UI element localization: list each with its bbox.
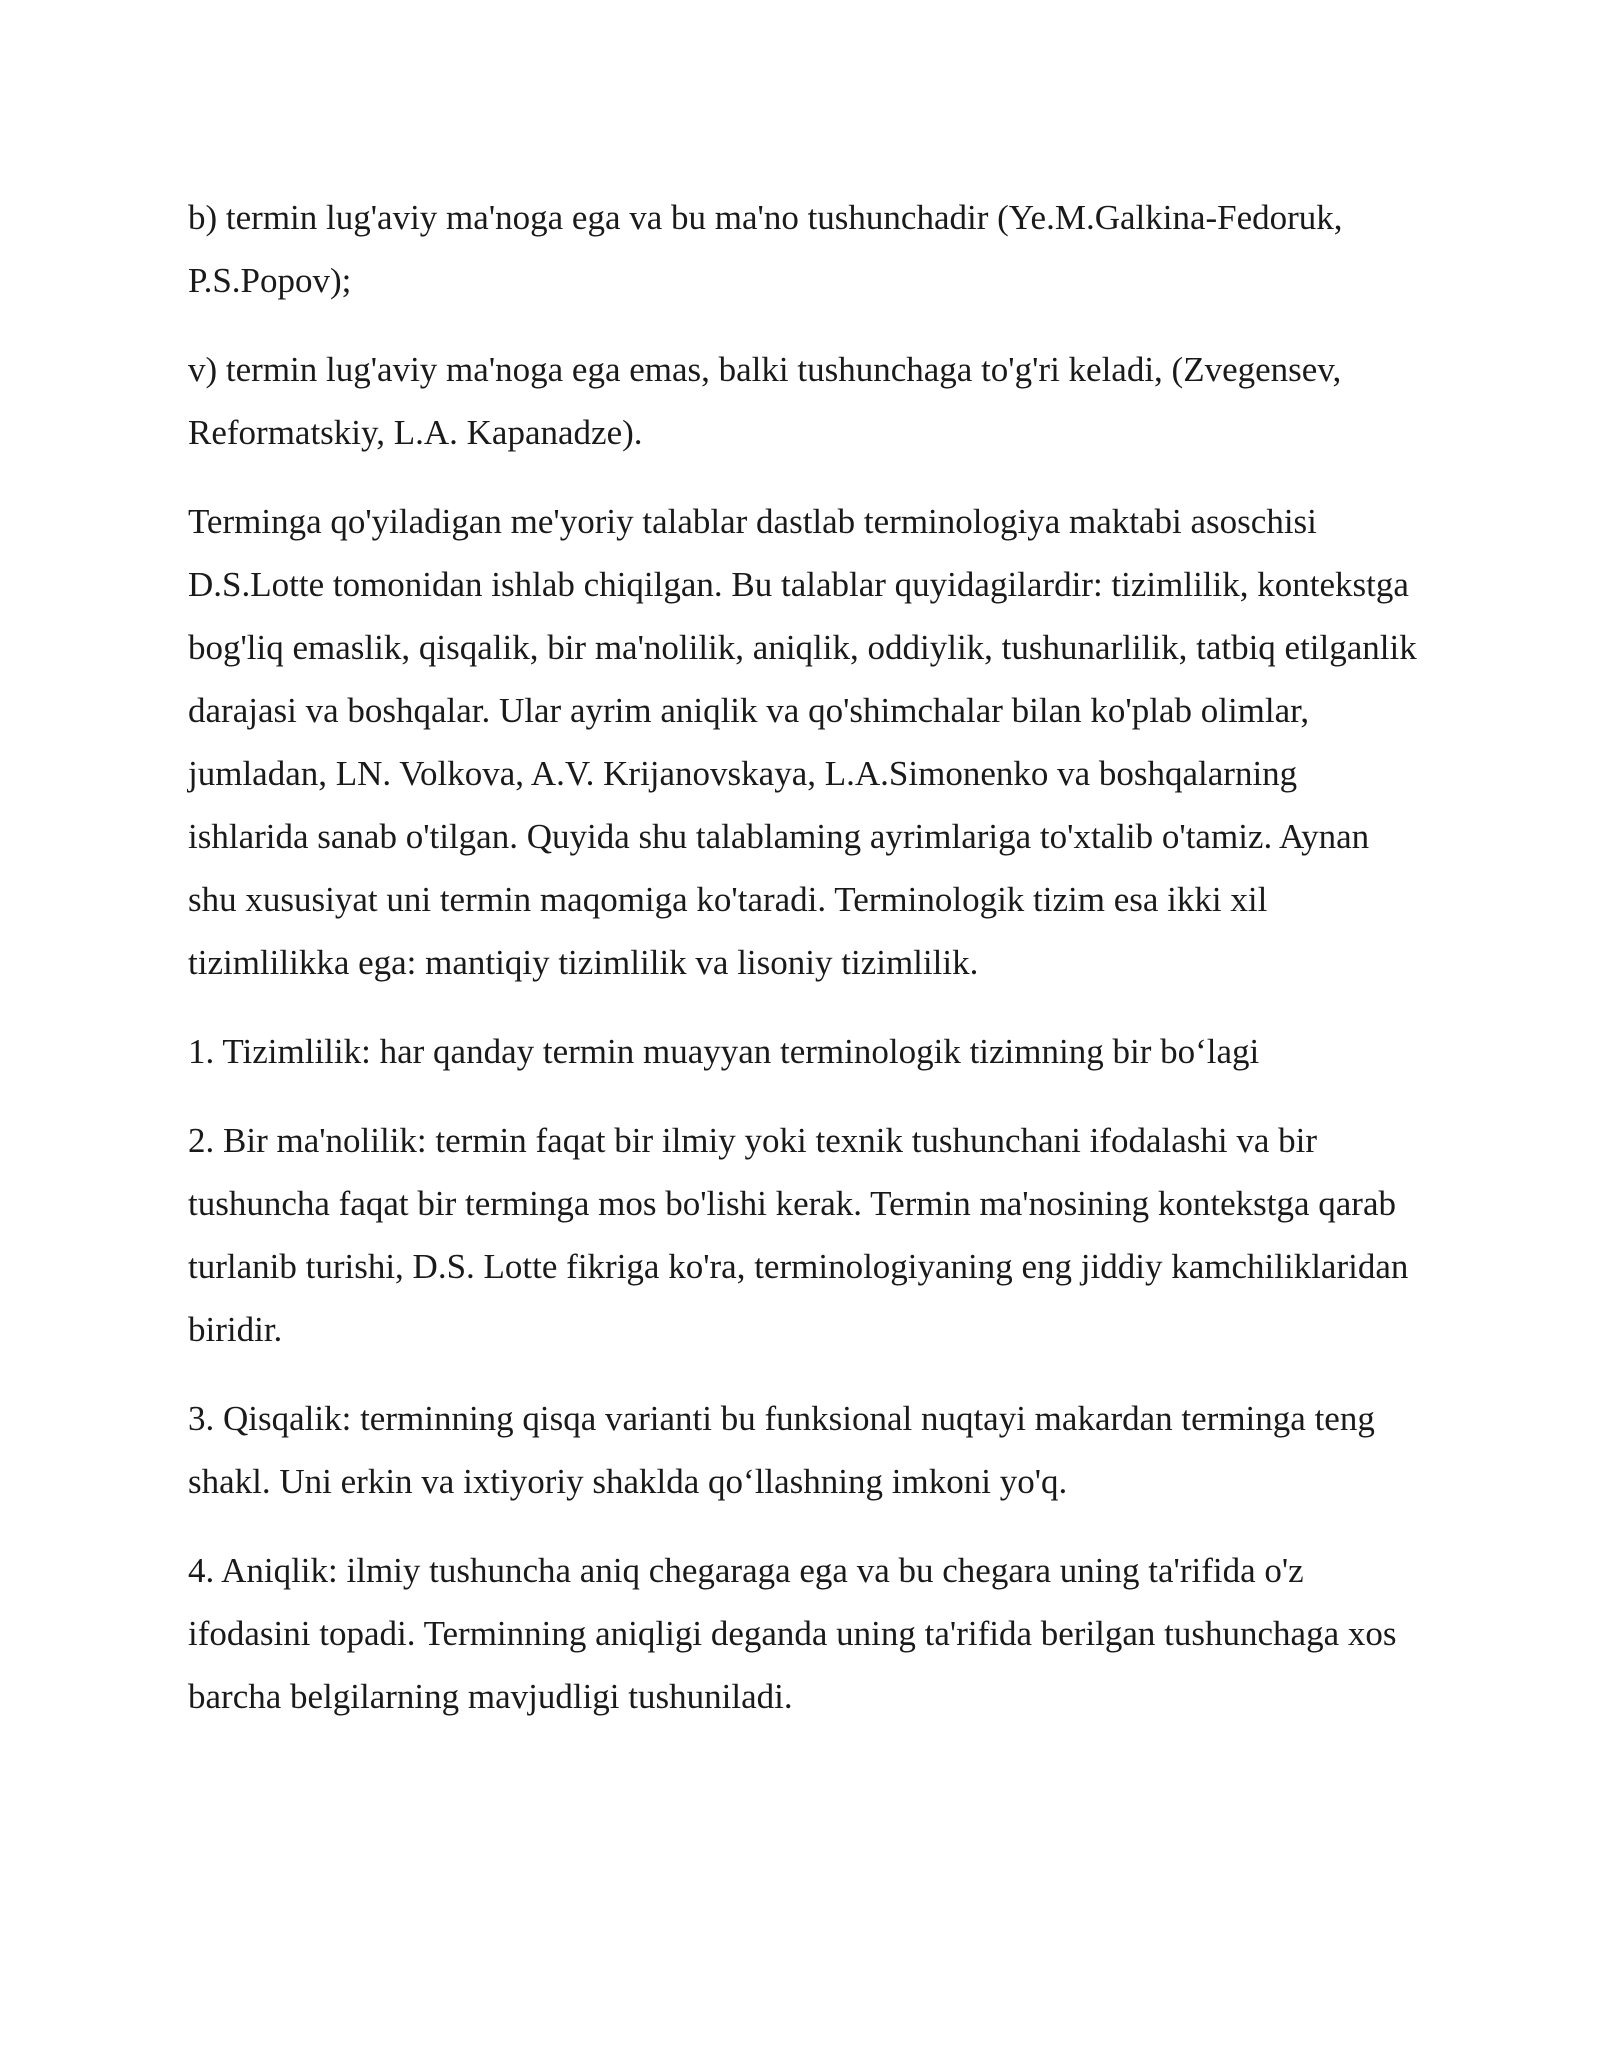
paragraph-definition-v: v) termin lug'aviy ma'noga ega emas, balki tushunchaga to'g'ri keladi, (Zvegensev, Reformatskiy, L.A. Kapanadze). <box>188 350 1342 452</box>
paragraph-monosemy: 2. Bir ma'nolilik: termin faqat bir ilmiy yoki texnik tushunchani ifodalashi va bir tushuncha faqat bir terminga mos bo'lishi kerak. Termin ma'nosining kontekstga qarab turlanib turishi, D.S. Lotte fikriga ko'ra, terminologiyaning eng jiddiy kamchiliklaridan biridir. <box>188 1121 1409 1349</box>
paragraph-requirements-intro: Terminga qo'yiladigan me'yoriy talablar dastlab terminologiya maktabi asoschisi D.S.Lotte tomonidan ishlab chiqilgan. Bu talablar quyidagilardir: tizimlilik, kontekstga bog'liq emaslik, qisqalik, bir ma'nolilik, aniqlik, oddiylik, tushunarlilik, tatbiq etilganlik darajasi va boshqalar. Ular ayrim aniqlik va qo'shimchalar bilan ko'plab olimlar, jumladan, LN. Volkova, A.V. Krijanovskaya, L.A.Simonenko va boshqalarning ishlarida sanab o'tilgan. Quyida shu talablaming ayrimlariga to'xtalib o'tamiz. Aynan shu xususiyat uni termin maqomiga ko'taradi. Terminologik tizim esa ikki xil tizimlilikka ega: mantiqiy tizimlilik va lisoniy tizimlilik. <box>188 502 1417 982</box>
paragraph-brevity: 3. Qisqalik: terminning qisqa varianti bu funksional nuqtayi makardan terminga teng shakl. Uni erkin va ixtiyoriy shaklda qo‘llashning imkoni yo'q. <box>188 1399 1375 1501</box>
paragraph-definition-b: b) termin lug'aviy ma'noga ega va bu ma'no tushunchadir (Ye.M.Galkina-Fedoruk, P.S.Popov); <box>188 198 1343 300</box>
document-page <box>188 186 1420 1754</box>
paragraph-precision: 4. Aniqlik: ilmiy tushuncha aniq chegaraga ega va bu chegara uning ta'rifida o'z ifodasini topadi. Terminning aniqligi deganda uning ta'rifida berilgan tushunchaga xos barcha belgilarning mavjudligi tushuniladi. <box>188 1551 1397 1716</box>
paragraph-systematicity: 1. Tizimlilik: har qanday termin muayyan terminologik tizimning bir bo‘lagi <box>188 1032 1260 1071</box>
